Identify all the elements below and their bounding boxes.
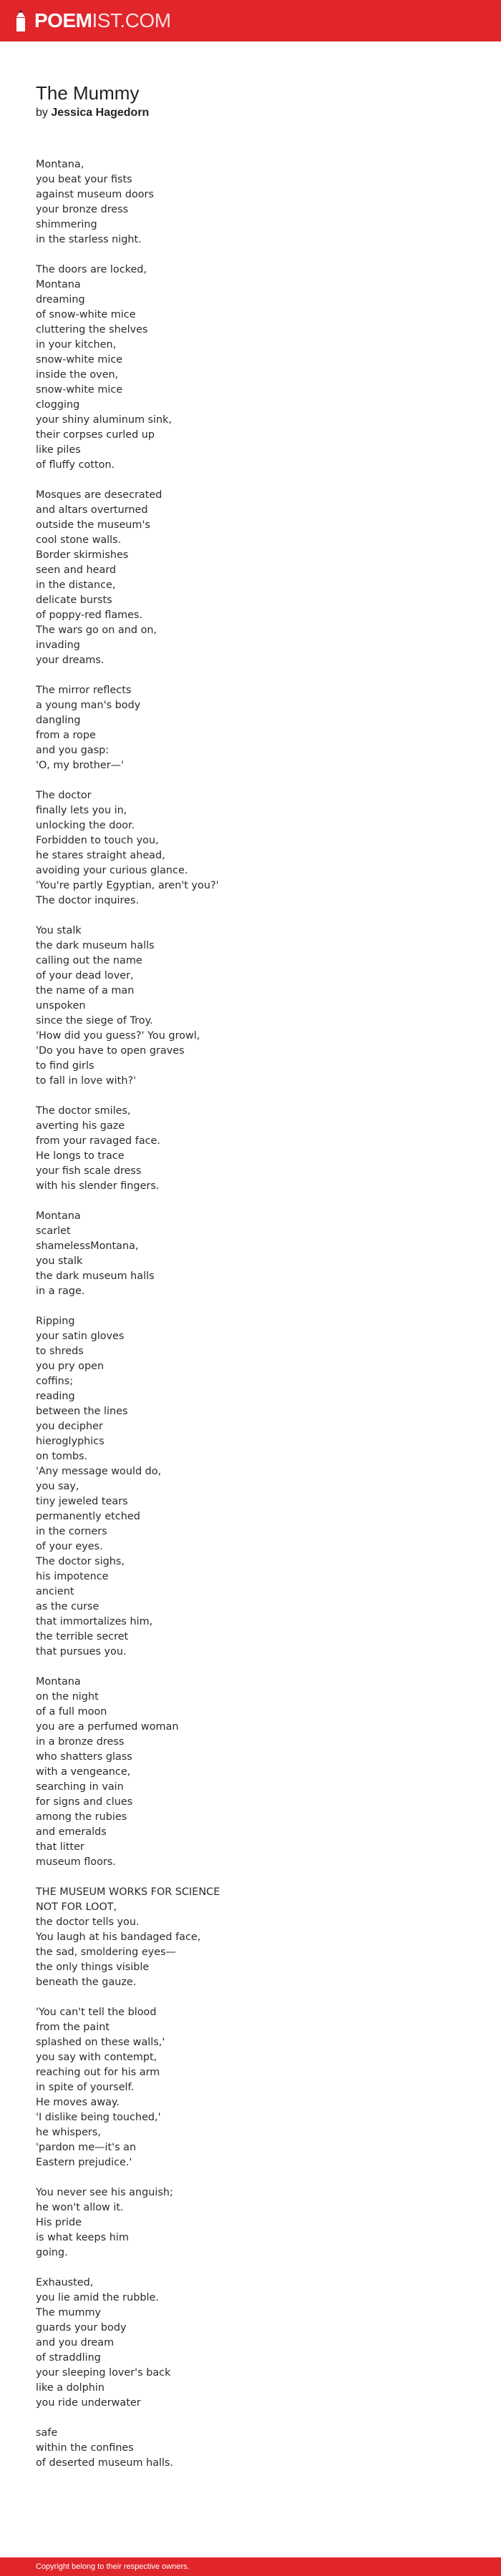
poem-line: of your eyes. [36, 1541, 103, 1552]
poem-line: Mosques are desecrated [36, 489, 162, 501]
poem-line: The doctor [36, 790, 92, 801]
poem-line: He moves away. [36, 2097, 120, 2108]
poem-line: and you gasp: [36, 745, 110, 756]
poem-line: your satin gloves [36, 1331, 125, 1342]
poem-line: and emeralds [36, 1826, 107, 1838]
poem-line: clogging [36, 399, 80, 411]
poem-line: you pry open [36, 1361, 104, 1372]
top-bar [0, 0, 501, 41]
poem-line: the dark museum halls [36, 940, 155, 951]
stanza [36, 683, 465, 773]
poem-line: You stalk [36, 925, 82, 936]
poem-line: THE MUSEUM WORKS FOR SCIENCE [36, 1886, 220, 1898]
poem-line: Montana [36, 1676, 81, 1688]
poem-line: Border skirmishes [36, 549, 129, 561]
poem-line: on the night [36, 1691, 99, 1703]
author-link[interactable]: Jessica Hagedorn [51, 107, 150, 119]
poem-line: to shreds [36, 1346, 84, 1357]
poem-line: splashed on these walls,' [36, 2037, 165, 2048]
poem-line: beneath the gauze. [36, 1977, 137, 1988]
poem-line: and you dream [36, 2337, 115, 2349]
poem-line: in a bronze dress [36, 1736, 125, 1748]
stanza [36, 1209, 465, 1299]
poem-line: your dreams. [36, 655, 104, 666]
poem-line: inside the oven, [36, 369, 119, 381]
poem-line: you say with contempt, [36, 2052, 157, 2063]
poem-line: Montana [36, 279, 81, 290]
byline-prefix: by [36, 107, 48, 119]
poem-line: You never see his anguish; [36, 2187, 173, 2198]
poem-line: you stalk [36, 1255, 83, 1267]
poem-line: he won't allow it. [36, 2202, 124, 2213]
poem-line: shamelessMontana, [36, 1240, 139, 1252]
poem-line: The doors are locked, [36, 264, 147, 275]
poem-line: reaching out for his arm [36, 2067, 160, 2078]
poem-line: against museum doors [36, 189, 154, 200]
poem-line: he whispers, [36, 2127, 101, 2138]
poem-line: in the starless night. [36, 234, 142, 245]
poem-line: in the distance, [36, 579, 116, 591]
poem-line: finally lets you in, [36, 805, 127, 816]
poem-line: Eastern prejudice.' [36, 2157, 132, 2168]
poem-line: on tombs. [36, 1451, 88, 1462]
site-logo[interactable] [14, 9, 171, 33]
poem-line: that litter [36, 1841, 84, 1853]
poem-line: of deserted museum halls. [36, 2457, 174, 2469]
poem-line: he stares straight ahead, [36, 850, 165, 861]
poem-line: He longs to trace [36, 1150, 125, 1162]
poem-line: ancient [36, 1586, 74, 1597]
poem-line: shimmering [36, 219, 97, 230]
poem-line: guards your body [36, 2322, 127, 2333]
poem-line: the name of a man [36, 985, 135, 996]
poem-line: is what keeps him [36, 2232, 129, 2243]
poem-line: your shiny aluminum sink, [36, 414, 172, 426]
stanza [36, 924, 465, 1089]
poem-line: NOT FOR LOOT, [36, 1901, 117, 1913]
footer-bar [0, 2557, 501, 2576]
site-logo-text [34, 9, 171, 33]
poem-line: reading [36, 1391, 75, 1402]
footer-copyright: Copyright belong to their respective owners. [36, 2562, 190, 2571]
poem-line: 'O, my brother—' [36, 760, 124, 771]
poem-line: like a dolphin [36, 2382, 104, 2394]
poem-line: you are a perfumed woman [36, 1721, 179, 1733]
poem-line: from a rope [36, 730, 96, 741]
poem-line: 'You're partly Egyptian, aren't you?' [36, 880, 219, 891]
poem-line: that immortalizes him, [36, 1616, 153, 1627]
poem-line: snow-white mice [36, 354, 123, 366]
poem-line: cluttering the shelves [36, 324, 148, 336]
poem-line: your bronze dress [36, 204, 129, 215]
poem-title: The Mummy [36, 82, 140, 104]
poem-line: You laugh at his bandaged face, [36, 1931, 201, 1943]
poem-line: Forbidden to touch you, [36, 835, 159, 846]
logo-bold-text: POEM [34, 9, 92, 31]
poem-line: you say, [36, 1481, 79, 1492]
poem-line: the only things visible [36, 1962, 150, 1973]
poem-line: of your dead lover, [36, 970, 134, 981]
stanza [36, 1675, 465, 1870]
poem-body [36, 157, 465, 2486]
poem-line: your sleeping lover's back [36, 2367, 171, 2379]
stanza [36, 488, 465, 668]
poem-line: going. [36, 2247, 68, 2258]
poem-line: dangling [36, 715, 81, 726]
poem-line: that pursues you. [36, 1646, 127, 1657]
stanza [36, 788, 465, 909]
poem-line: delicate bursts [36, 594, 112, 606]
poem-line: tiny jeweled tears [36, 1496, 128, 1507]
poem-line: with his slender fingers. [36, 1180, 160, 1192]
poem-line: in the corners [36, 1526, 107, 1537]
poem-line: hieroglyphics [36, 1436, 104, 1447]
poem-line: as the curse [36, 1601, 99, 1612]
poem-line: unlocking the door. [36, 820, 135, 831]
poem-line: Montana, [36, 159, 84, 170]
poem-line: of poppy-red flames. [36, 609, 143, 621]
byline [36, 105, 465, 121]
poem-line: unspoken [36, 1000, 86, 1012]
poem-line: from the paint [36, 2022, 110, 2033]
poem-line: to find girls [36, 1060, 94, 1072]
poem-line: from your ravaged face. [36, 1135, 160, 1147]
poem-line: museum floors. [36, 1856, 116, 1868]
poem-line: 'Do you have to open graves [36, 1045, 185, 1057]
poem-line: Ripping [36, 1316, 75, 1327]
poem-line: safe [36, 2427, 58, 2439]
poem-line: the doctor tells you. [36, 1916, 140, 1928]
poem-line: The mirror reflects [36, 685, 132, 696]
stanza [36, 2276, 465, 2411]
poem-line: his impotence [36, 1571, 109, 1582]
poem-line: 'I dislike being touched,' [36, 2112, 161, 2123]
poem-line: The wars go on and on, [36, 625, 157, 636]
poem-line: your fish scale dress [36, 1165, 142, 1177]
poem-line: within the confines [36, 2442, 134, 2454]
poem-line: who shatters glass [36, 1751, 132, 1763]
stanza [36, 1314, 465, 1660]
poem-line: the dark museum halls [36, 1270, 155, 1282]
poem-line: 'pardon me—it's an [36, 2142, 137, 2153]
stanza [36, 2185, 465, 2261]
stanza [36, 1104, 465, 1194]
poem-line: the terrible secret [36, 1631, 129, 1642]
poem-line: cool stone walls. [36, 534, 122, 546]
poem-header [36, 82, 465, 121]
poem-line: of straddling [36, 2352, 101, 2364]
stanza [36, 2426, 465, 2471]
stanza [36, 157, 465, 248]
poem-line: Exhausted, [36, 2277, 94, 2288]
poem-line: like piles [36, 444, 81, 456]
poem-line: The doctor sighs, [36, 1556, 125, 1567]
poem-line: of a full moon [36, 1706, 107, 1718]
poem-line: dreaming [36, 294, 85, 305]
poem-line: of snow-white mice [36, 309, 136, 320]
poem-line: scarlet [36, 1225, 71, 1237]
poem-line: 'Any message would do, [36, 1466, 162, 1477]
poem-line: you ride underwater [36, 2397, 141, 2409]
poem-line: searching in vain [36, 1781, 124, 1793]
poem-line: in your kitchen, [36, 339, 117, 351]
poem-line: you lie amid the rubble. [36, 2292, 159, 2303]
poem-line: in spite of yourself. [36, 2082, 135, 2093]
poem-line: seen and heard [36, 564, 117, 576]
poem-line: avoiding your curious glance. [36, 865, 188, 876]
poem-line: The mummy [36, 2307, 102, 2318]
poem-line: The doctor inquires. [36, 895, 140, 906]
poem-line: snow-white mice [36, 384, 123, 396]
poem-line: a young man's body [36, 700, 141, 711]
pencil-icon [14, 10, 27, 31]
stanza [36, 1885, 465, 1990]
stanza [36, 263, 465, 473]
poem-line: you decipher [36, 1421, 103, 1432]
poem-line: Montana [36, 1210, 81, 1222]
poem-line: since the siege of Troy. [36, 1015, 153, 1027]
poem-line: calling out the name [36, 955, 142, 966]
poem-line: averting his gaze [36, 1120, 125, 1132]
logo-light-text: IST.COM [92, 9, 171, 31]
poem-line: outside the museum's [36, 519, 150, 531]
poem-line: permanently etched [36, 1511, 140, 1522]
poem-line: for signs and clues [36, 1796, 133, 1808]
poem-line: you beat your fists [36, 174, 132, 185]
poem-line: between the lines [36, 1406, 128, 1417]
poem-line: 'You can't tell the blood [36, 2007, 157, 2018]
poem-line: with a vengeance, [36, 1766, 131, 1778]
stanza [36, 2005, 465, 2170]
poem-line: 'How did you guess?' You growl, [36, 1030, 200, 1042]
poem-line: His pride [36, 2217, 82, 2228]
poem-line: The doctor smiles, [36, 1105, 131, 1117]
poem-line: and altars overturned [36, 504, 148, 516]
poem-line: coffins; [36, 1376, 74, 1387]
poem-line: of fluffy cotton. [36, 459, 115, 471]
poem-line: their corpses curled up [36, 429, 155, 441]
poem-line: among the rubies [36, 1811, 127, 1823]
poem-line: invading [36, 640, 80, 651]
poem-line: to fall in love with?' [36, 1075, 137, 1087]
poem-line: the sad, smoldering eyes— [36, 1946, 176, 1958]
poem-line: in a rage. [36, 1285, 85, 1297]
